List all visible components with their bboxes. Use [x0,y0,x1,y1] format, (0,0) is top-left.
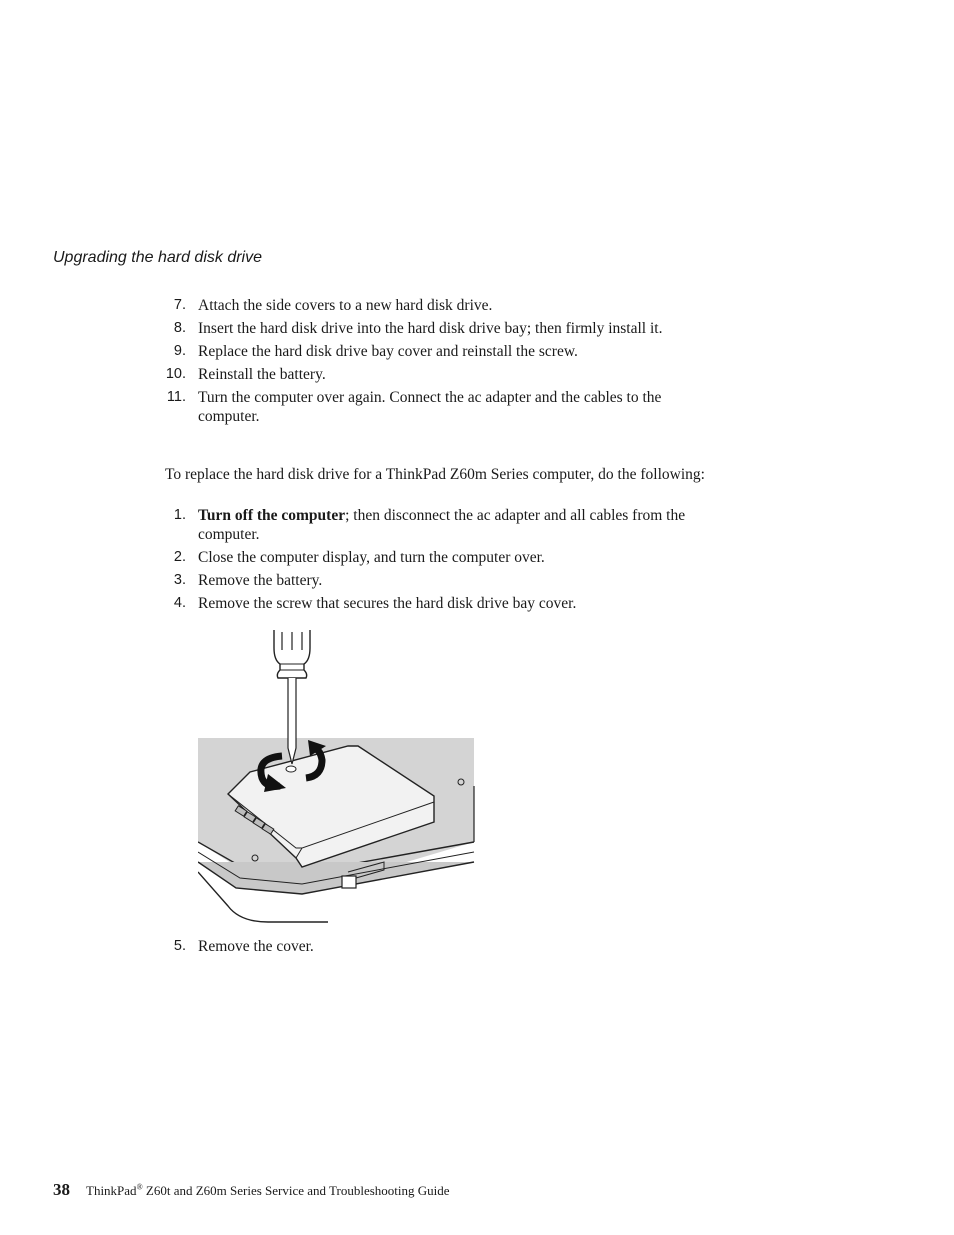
list-item [165,594,725,613]
step-number: 5. [173,938,186,954]
step-number: 10. [165,366,186,382]
step-number: 2. [173,549,186,565]
step-number: 4. [173,595,186,611]
section-title: Upgrading the hard disk drive [53,249,263,266]
intro-paragraph: To replace the hard disk drive for a ThinkPad Z60m Series computer, do the following: [165,466,705,483]
list-item [165,937,725,956]
list-item [165,319,725,338]
steps-list-b [165,506,725,617]
step-text: Insert the hard disk drive into the hard disk drive bay; then firmly install it. [198,320,663,337]
step-text: Turn the computer over again. Connect the ac adapter and the cables to the computer. [198,389,662,425]
steps-list-a [165,296,725,430]
step-bold-text: Turn off the computer [198,507,346,524]
step-text: Reinstall the battery. [198,366,326,383]
step-text: Remove the cover. [198,938,314,955]
screw-removal-illustration [198,626,476,926]
step-text: Remove the screw that secures the hard disk drive bay cover. [198,595,577,612]
step-text: Attach the side covers to a new hard disk drive. [198,297,493,314]
steps-list-c [165,937,725,960]
list-item [165,296,725,315]
footer-brand: ThinkPad [86,1183,137,1198]
step-number: 7. [173,297,186,313]
step-text: Close the computer display, and turn the computer over. [198,549,545,566]
list-item [165,388,725,426]
step-text: Remove the battery. [198,572,323,589]
step-number: 3. [173,572,186,588]
step-text: Replace the hard disk drive bay cover and reinstall the screw. [198,343,578,360]
step-number: 11. [166,389,186,405]
list-item [165,506,725,544]
list-item [165,365,725,384]
step-number: 8. [173,320,186,336]
registered-mark: ® [136,1182,143,1192]
step-number: 1. [173,507,186,523]
list-item [165,571,725,590]
footer-title: Z60t and Z60m Series Service and Troubleshooting Guide [142,1183,450,1198]
page-number: 38 [53,1180,70,1199]
list-item [165,548,725,567]
step-text: ; then disconnect the ac adapter and all cables from the computer. [198,507,686,543]
list-item [165,342,725,361]
page-footer [53,1180,450,1200]
step-number: 9. [173,343,186,359]
